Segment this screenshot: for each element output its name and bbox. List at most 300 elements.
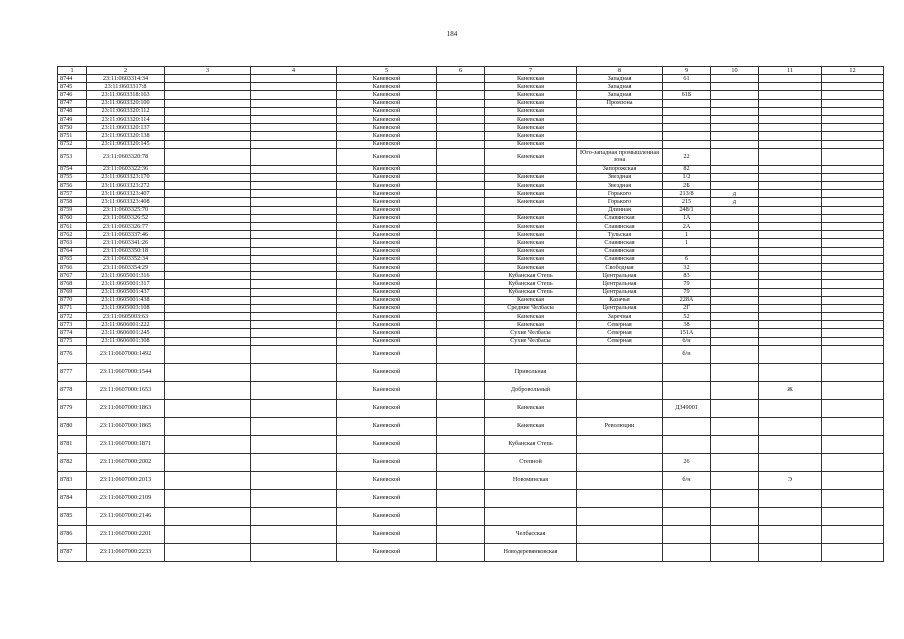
cell-street bbox=[577, 543, 663, 561]
cell-record-number: 8787 bbox=[58, 543, 87, 561]
cell-district: Каневской bbox=[337, 337, 437, 345]
cell-col-11 bbox=[759, 148, 822, 165]
cell-cadastral-number: 23:11:0603320:100 bbox=[87, 99, 165, 107]
table-row bbox=[58, 107, 884, 115]
cell-district: Каневской bbox=[337, 453, 437, 471]
cell-col-12 bbox=[822, 489, 884, 507]
cell-col-12 bbox=[822, 124, 884, 132]
cell-col-4 bbox=[251, 148, 337, 165]
table-row bbox=[58, 148, 884, 165]
cell-record-number: 8764 bbox=[58, 247, 87, 255]
cell-settlement: Кубанская Степь bbox=[485, 280, 577, 288]
cell-col-4 bbox=[251, 190, 337, 198]
cell-col-12 bbox=[822, 182, 884, 190]
cell-col-3 bbox=[165, 263, 251, 271]
cell-district: Каневской bbox=[337, 399, 437, 417]
cell-house-number: б/н bbox=[663, 345, 711, 363]
cell-col-4 bbox=[251, 288, 337, 296]
cell-col-3 bbox=[165, 525, 251, 543]
cell-col-6 bbox=[437, 489, 485, 507]
cell-col-12 bbox=[822, 99, 884, 107]
cell-col-10 bbox=[711, 399, 759, 417]
cell-col-11 bbox=[759, 239, 822, 247]
table-row bbox=[58, 280, 884, 288]
cell-col-10 bbox=[711, 296, 759, 304]
page-number: 184 bbox=[446, 30, 458, 38]
cell-record-number: 8754 bbox=[58, 165, 87, 173]
cell-col-3 bbox=[165, 255, 251, 263]
cell-col-11 bbox=[759, 231, 822, 239]
cell-street: Северная bbox=[577, 321, 663, 329]
cell-col-6 bbox=[437, 321, 485, 329]
cell-col-12 bbox=[822, 206, 884, 214]
cell-street bbox=[577, 107, 663, 115]
cell-district: Каневской bbox=[337, 489, 437, 507]
cell-street bbox=[577, 124, 663, 132]
cell-col-10 bbox=[711, 272, 759, 280]
cell-col-4 bbox=[251, 83, 337, 91]
cell-col-3 bbox=[165, 345, 251, 363]
cell-col-10 bbox=[711, 543, 759, 561]
cell-col-10 bbox=[711, 91, 759, 99]
cell-street: Северная bbox=[577, 329, 663, 337]
table-row bbox=[58, 272, 884, 280]
cell-col-3 bbox=[165, 304, 251, 312]
cell-col-11 bbox=[759, 304, 822, 312]
cell-settlement: Сухие Челбасы bbox=[485, 337, 577, 345]
cell-col-4 bbox=[251, 132, 337, 140]
cell-col-12 bbox=[822, 83, 884, 91]
cell-col-3 bbox=[165, 214, 251, 222]
cell-record-number: 8753 bbox=[58, 148, 87, 165]
cell-record-number: 8757 bbox=[58, 190, 87, 198]
cell-district: Каневской bbox=[337, 239, 437, 247]
cell-col-6 bbox=[437, 543, 485, 561]
table-row bbox=[58, 91, 884, 99]
cell-cadastral-number: 23:11:0605001:317 bbox=[87, 280, 165, 288]
cell-house-number: 2А bbox=[663, 223, 711, 231]
cell-house-number bbox=[663, 247, 711, 255]
cell-col-11 bbox=[759, 83, 822, 91]
cell-col-10 bbox=[711, 453, 759, 471]
cell-cadastral-number: 23:11:0605003:108 bbox=[87, 304, 165, 312]
cell-street: Центральная bbox=[577, 304, 663, 312]
cell-street: Славянская bbox=[577, 255, 663, 263]
cell-col-10 bbox=[711, 313, 759, 321]
cell-settlement: Каневская bbox=[485, 148, 577, 165]
cell-col-11 bbox=[759, 206, 822, 214]
cell-col-10 bbox=[711, 381, 759, 399]
cell-cadastral-number: 23:11:0603323:170 bbox=[87, 173, 165, 181]
cell-col-4 bbox=[251, 255, 337, 263]
cell-house-number bbox=[663, 543, 711, 561]
cell-col-3 bbox=[165, 453, 251, 471]
cell-house-number: 228А bbox=[663, 296, 711, 304]
table-row bbox=[58, 140, 884, 148]
table-header-row bbox=[58, 67, 884, 75]
cell-col-11 bbox=[759, 417, 822, 435]
cell-col-10: д bbox=[711, 198, 759, 206]
cell-col-12 bbox=[822, 165, 884, 173]
cell-settlement: Каневская bbox=[485, 321, 577, 329]
cell-col-3 bbox=[165, 363, 251, 381]
cell-house-number: б/н bbox=[663, 471, 711, 489]
cell-record-number: 8782 bbox=[58, 453, 87, 471]
cell-settlement bbox=[485, 165, 577, 173]
cell-district: Каневской bbox=[337, 148, 437, 165]
cell-col-6 bbox=[437, 304, 485, 312]
cell-record-number: 8783 bbox=[58, 471, 87, 489]
cell-col-4 bbox=[251, 182, 337, 190]
cell-col-10 bbox=[711, 363, 759, 381]
cell-col-4 bbox=[251, 263, 337, 271]
cell-cadastral-number: 23:11:0605001:316 bbox=[87, 272, 165, 280]
cell-col-10 bbox=[711, 471, 759, 489]
cell-house-number bbox=[663, 435, 711, 453]
table-row bbox=[58, 124, 884, 132]
cell-col-3 bbox=[165, 435, 251, 453]
cell-street: Промзона bbox=[577, 99, 663, 107]
cell-col-10 bbox=[711, 148, 759, 165]
cell-col-6 bbox=[437, 107, 485, 115]
cell-house-number: 1 bbox=[663, 239, 711, 247]
cell-settlement: Каневская bbox=[485, 107, 577, 115]
cell-col-6 bbox=[437, 435, 485, 453]
cell-settlement: Каневская bbox=[485, 132, 577, 140]
cell-col-6 bbox=[437, 239, 485, 247]
cell-col-4 bbox=[251, 329, 337, 337]
cell-col-11 bbox=[759, 329, 822, 337]
cell-col-4 bbox=[251, 296, 337, 304]
cell-street: Западная bbox=[577, 75, 663, 83]
cell-col-6 bbox=[437, 190, 485, 198]
cell-street: Славянская bbox=[577, 223, 663, 231]
cell-street bbox=[577, 525, 663, 543]
cell-col-12 bbox=[822, 507, 884, 525]
cell-col-3 bbox=[165, 231, 251, 239]
cell-house-number: 22 bbox=[663, 148, 711, 165]
cell-col-3 bbox=[165, 321, 251, 329]
cell-street: Славянская bbox=[577, 214, 663, 222]
cell-district: Каневской bbox=[337, 75, 437, 83]
cell-col-11 bbox=[759, 507, 822, 525]
cell-col-11 bbox=[759, 75, 822, 83]
cell-col-12 bbox=[822, 471, 884, 489]
cell-house-number bbox=[663, 363, 711, 381]
cell-cadastral-number: 23:11:0603323:272 bbox=[87, 182, 165, 190]
cell-house-number: 1 bbox=[663, 231, 711, 239]
cell-street bbox=[577, 507, 663, 525]
cell-col-3 bbox=[165, 75, 251, 83]
cell-col-4 bbox=[251, 525, 337, 543]
cell-district: Каневской bbox=[337, 247, 437, 255]
cell-col-4 bbox=[251, 321, 337, 329]
cell-col-12 bbox=[822, 329, 884, 337]
cell-col-3 bbox=[165, 223, 251, 231]
table-row bbox=[58, 99, 884, 107]
cell-col-11 bbox=[759, 198, 822, 206]
cell-street: Славянская bbox=[577, 247, 663, 255]
cell-record-number: 8762 bbox=[58, 231, 87, 239]
cell-district: Каневской bbox=[337, 91, 437, 99]
cell-col-10 bbox=[711, 132, 759, 140]
cell-street: Центральная bbox=[577, 288, 663, 296]
cell-district: Каневской bbox=[337, 107, 437, 115]
cell-col-12 bbox=[822, 345, 884, 363]
cell-col-10 bbox=[711, 345, 759, 363]
cell-house-number bbox=[663, 417, 711, 435]
cell-district: Каневской bbox=[337, 345, 437, 363]
table-row bbox=[58, 198, 884, 206]
cell-col-10 bbox=[711, 165, 759, 173]
cell-house-number: 79 bbox=[663, 288, 711, 296]
cell-record-number: 8758 bbox=[58, 198, 87, 206]
cell-settlement: Челбасская bbox=[485, 525, 577, 543]
cell-house-number: 32 bbox=[663, 263, 711, 271]
cell-col-10 bbox=[711, 173, 759, 181]
cell-col-10 bbox=[711, 99, 759, 107]
cell-house-number bbox=[663, 115, 711, 123]
cell-col-3 bbox=[165, 198, 251, 206]
cell-col-12 bbox=[822, 543, 884, 561]
cell-cadastral-number: 23:11:0607000:1544 bbox=[87, 363, 165, 381]
cell-col-12 bbox=[822, 223, 884, 231]
cell-district: Каневской bbox=[337, 321, 437, 329]
table-row bbox=[58, 399, 884, 417]
cell-street: Свободная bbox=[577, 263, 663, 271]
cell-record-number: 8772 bbox=[58, 313, 87, 321]
cell-settlement: Каневская bbox=[485, 182, 577, 190]
cell-district: Каневской bbox=[337, 471, 437, 489]
cell-district: Каневской bbox=[337, 255, 437, 263]
cell-col-11 bbox=[759, 272, 822, 280]
cell-street bbox=[577, 453, 663, 471]
cell-col-4 bbox=[251, 280, 337, 288]
cell-col-6 bbox=[437, 132, 485, 140]
cell-col-11 bbox=[759, 173, 822, 181]
cell-cadastral-number: 23:11:0605001:438 bbox=[87, 296, 165, 304]
cell-house-number bbox=[663, 489, 711, 507]
cell-settlement: Каневская bbox=[485, 115, 577, 123]
registry-table bbox=[57, 66, 884, 562]
cell-house-number bbox=[663, 132, 711, 140]
cell-col-12 bbox=[822, 337, 884, 345]
cell-col-6 bbox=[437, 148, 485, 165]
cell-settlement: Каневская bbox=[485, 173, 577, 181]
cell-col-4 bbox=[251, 345, 337, 363]
table-row bbox=[58, 296, 884, 304]
table-row bbox=[58, 231, 884, 239]
table-row bbox=[58, 247, 884, 255]
cell-street: Казачья bbox=[577, 296, 663, 304]
cell-cadastral-number: 23:11:0606001:308 bbox=[87, 337, 165, 345]
cell-district: Каневской bbox=[337, 417, 437, 435]
cell-col-12 bbox=[822, 115, 884, 123]
cell-cadastral-number: 23:11:0603320:114 bbox=[87, 115, 165, 123]
cell-district: Каневской bbox=[337, 190, 437, 198]
cell-col-10 bbox=[711, 107, 759, 115]
cell-col-12 bbox=[822, 313, 884, 321]
table-row bbox=[58, 337, 884, 345]
cell-col-3 bbox=[165, 399, 251, 417]
cell-cadastral-number: 23:11:0603323:408 bbox=[87, 198, 165, 206]
cell-house-number: 83 bbox=[663, 272, 711, 280]
cell-district: Каневской bbox=[337, 313, 437, 321]
table-row bbox=[58, 345, 884, 363]
cell-settlement: Каневская bbox=[485, 99, 577, 107]
cell-col-3 bbox=[165, 165, 251, 173]
cell-street: Западная bbox=[577, 91, 663, 99]
cell-col-3 bbox=[165, 337, 251, 345]
table-row bbox=[58, 288, 884, 296]
cell-house-number: 1А bbox=[663, 214, 711, 222]
cell-record-number: 8771 bbox=[58, 304, 87, 312]
cell-col-6 bbox=[437, 165, 485, 173]
table-row bbox=[58, 263, 884, 271]
cell-cadastral-number: 23:11:0603320:112 bbox=[87, 107, 165, 115]
cell-col-3 bbox=[165, 206, 251, 214]
cell-cadastral-number: 23:11:0603320:137 bbox=[87, 124, 165, 132]
cell-col-11 bbox=[759, 132, 822, 140]
cell-col-4 bbox=[251, 214, 337, 222]
cell-col-3 bbox=[165, 272, 251, 280]
cell-col-12 bbox=[822, 132, 884, 140]
cell-record-number: 8746 bbox=[58, 91, 87, 99]
cell-col-3 bbox=[165, 381, 251, 399]
cell-col-12 bbox=[822, 107, 884, 115]
table-row bbox=[58, 75, 884, 83]
cell-col-11 bbox=[759, 525, 822, 543]
cell-col-10 bbox=[711, 247, 759, 255]
cell-col-4 bbox=[251, 399, 337, 417]
cell-col-10 bbox=[711, 329, 759, 337]
table-row bbox=[58, 543, 884, 561]
cell-col-6 bbox=[437, 182, 485, 190]
cell-settlement: Каневская bbox=[485, 214, 577, 222]
cell-record-number: 8773 bbox=[58, 321, 87, 329]
column-header: 12 bbox=[822, 67, 884, 75]
cell-col-11 bbox=[759, 165, 822, 173]
column-header: 5 bbox=[337, 67, 437, 75]
cell-col-6 bbox=[437, 206, 485, 214]
cell-col-12 bbox=[822, 231, 884, 239]
cell-col-4 bbox=[251, 381, 337, 399]
cell-record-number: 8780 bbox=[58, 417, 87, 435]
cell-settlement: Каневская bbox=[485, 239, 577, 247]
cell-settlement: Новодеревянковская bbox=[485, 543, 577, 561]
cell-cadastral-number: 23:11:0603341:26 bbox=[87, 239, 165, 247]
cell-col-4 bbox=[251, 239, 337, 247]
cell-street bbox=[577, 489, 663, 507]
cell-cadastral-number: 23:11:0605003:63 bbox=[87, 313, 165, 321]
cell-settlement: Каневская bbox=[485, 255, 577, 263]
cell-col-10: д bbox=[711, 190, 759, 198]
cell-cadastral-number: 23:11:0603320:78 bbox=[87, 148, 165, 165]
cell-col-4 bbox=[251, 206, 337, 214]
cell-col-3 bbox=[165, 329, 251, 337]
table-row bbox=[58, 435, 884, 453]
cell-col-4 bbox=[251, 272, 337, 280]
cell-record-number: 8775 bbox=[58, 337, 87, 345]
cell-col-11 bbox=[759, 489, 822, 507]
cell-col-10 bbox=[711, 255, 759, 263]
cell-col-10 bbox=[711, 83, 759, 91]
cell-record-number: 8777 bbox=[58, 363, 87, 381]
table-row bbox=[58, 321, 884, 329]
cell-street bbox=[577, 399, 663, 417]
cell-col-11 bbox=[759, 263, 822, 271]
cell-col-12 bbox=[822, 453, 884, 471]
cell-house-number bbox=[663, 107, 711, 115]
cell-col-10 bbox=[711, 140, 759, 148]
cell-district: Каневской bbox=[337, 198, 437, 206]
cell-col-4 bbox=[251, 107, 337, 115]
cell-col-3 bbox=[165, 417, 251, 435]
cell-record-number: 8785 bbox=[58, 507, 87, 525]
cell-col-4 bbox=[251, 231, 337, 239]
cell-record-number: 8751 bbox=[58, 132, 87, 140]
cell-col-11 bbox=[759, 182, 822, 190]
cell-col-3 bbox=[165, 489, 251, 507]
cell-settlement: Каневская bbox=[485, 231, 577, 239]
cell-district: Каневской bbox=[337, 140, 437, 148]
cell-settlement: Добровольный bbox=[485, 381, 577, 399]
cell-col-3 bbox=[165, 247, 251, 255]
cell-record-number: 8778 bbox=[58, 381, 87, 399]
cell-district: Каневской bbox=[337, 182, 437, 190]
cell-col-4 bbox=[251, 115, 337, 123]
cell-col-3 bbox=[165, 288, 251, 296]
cell-col-3 bbox=[165, 115, 251, 123]
cell-settlement: Кубанская Степь bbox=[485, 288, 577, 296]
cell-settlement: Каневская bbox=[485, 399, 577, 417]
cell-col-10 bbox=[711, 263, 759, 271]
cell-col-10 bbox=[711, 280, 759, 288]
cell-cadastral-number: 23:11:0603354:29 bbox=[87, 263, 165, 271]
cell-col-6 bbox=[437, 471, 485, 489]
cell-col-12 bbox=[822, 381, 884, 399]
cell-district: Каневской bbox=[337, 263, 437, 271]
cell-street: Юго-западная промышленная зона bbox=[577, 148, 663, 165]
cell-col-11 bbox=[759, 399, 822, 417]
cell-district: Каневской bbox=[337, 231, 437, 239]
cell-col-11 bbox=[759, 91, 822, 99]
cell-col-6 bbox=[437, 214, 485, 222]
cell-col-6 bbox=[437, 329, 485, 337]
cell-col-11 bbox=[759, 247, 822, 255]
table-row bbox=[58, 525, 884, 543]
cell-col-12 bbox=[822, 247, 884, 255]
cell-record-number: 8756 bbox=[58, 182, 87, 190]
cell-record-number: 8768 bbox=[58, 280, 87, 288]
cell-settlement: Степной bbox=[485, 453, 577, 471]
cell-col-3 bbox=[165, 182, 251, 190]
cell-record-number: 8779 bbox=[58, 399, 87, 417]
cell-col-3 bbox=[165, 507, 251, 525]
cell-col-11 bbox=[759, 280, 822, 288]
cell-street: Горького bbox=[577, 198, 663, 206]
cell-col-12 bbox=[822, 239, 884, 247]
cell-col-11 bbox=[759, 223, 822, 231]
cell-house-number: Д349001 bbox=[663, 399, 711, 417]
cell-record-number: 8774 bbox=[58, 329, 87, 337]
cell-col-3 bbox=[165, 296, 251, 304]
cell-cadastral-number: 23:11:0607000:2109 bbox=[87, 489, 165, 507]
cell-settlement: Каневская bbox=[485, 263, 577, 271]
cell-col-11 bbox=[759, 140, 822, 148]
table-row bbox=[58, 363, 884, 381]
cell-cadastral-number: 23:11:0603337:46 bbox=[87, 231, 165, 239]
